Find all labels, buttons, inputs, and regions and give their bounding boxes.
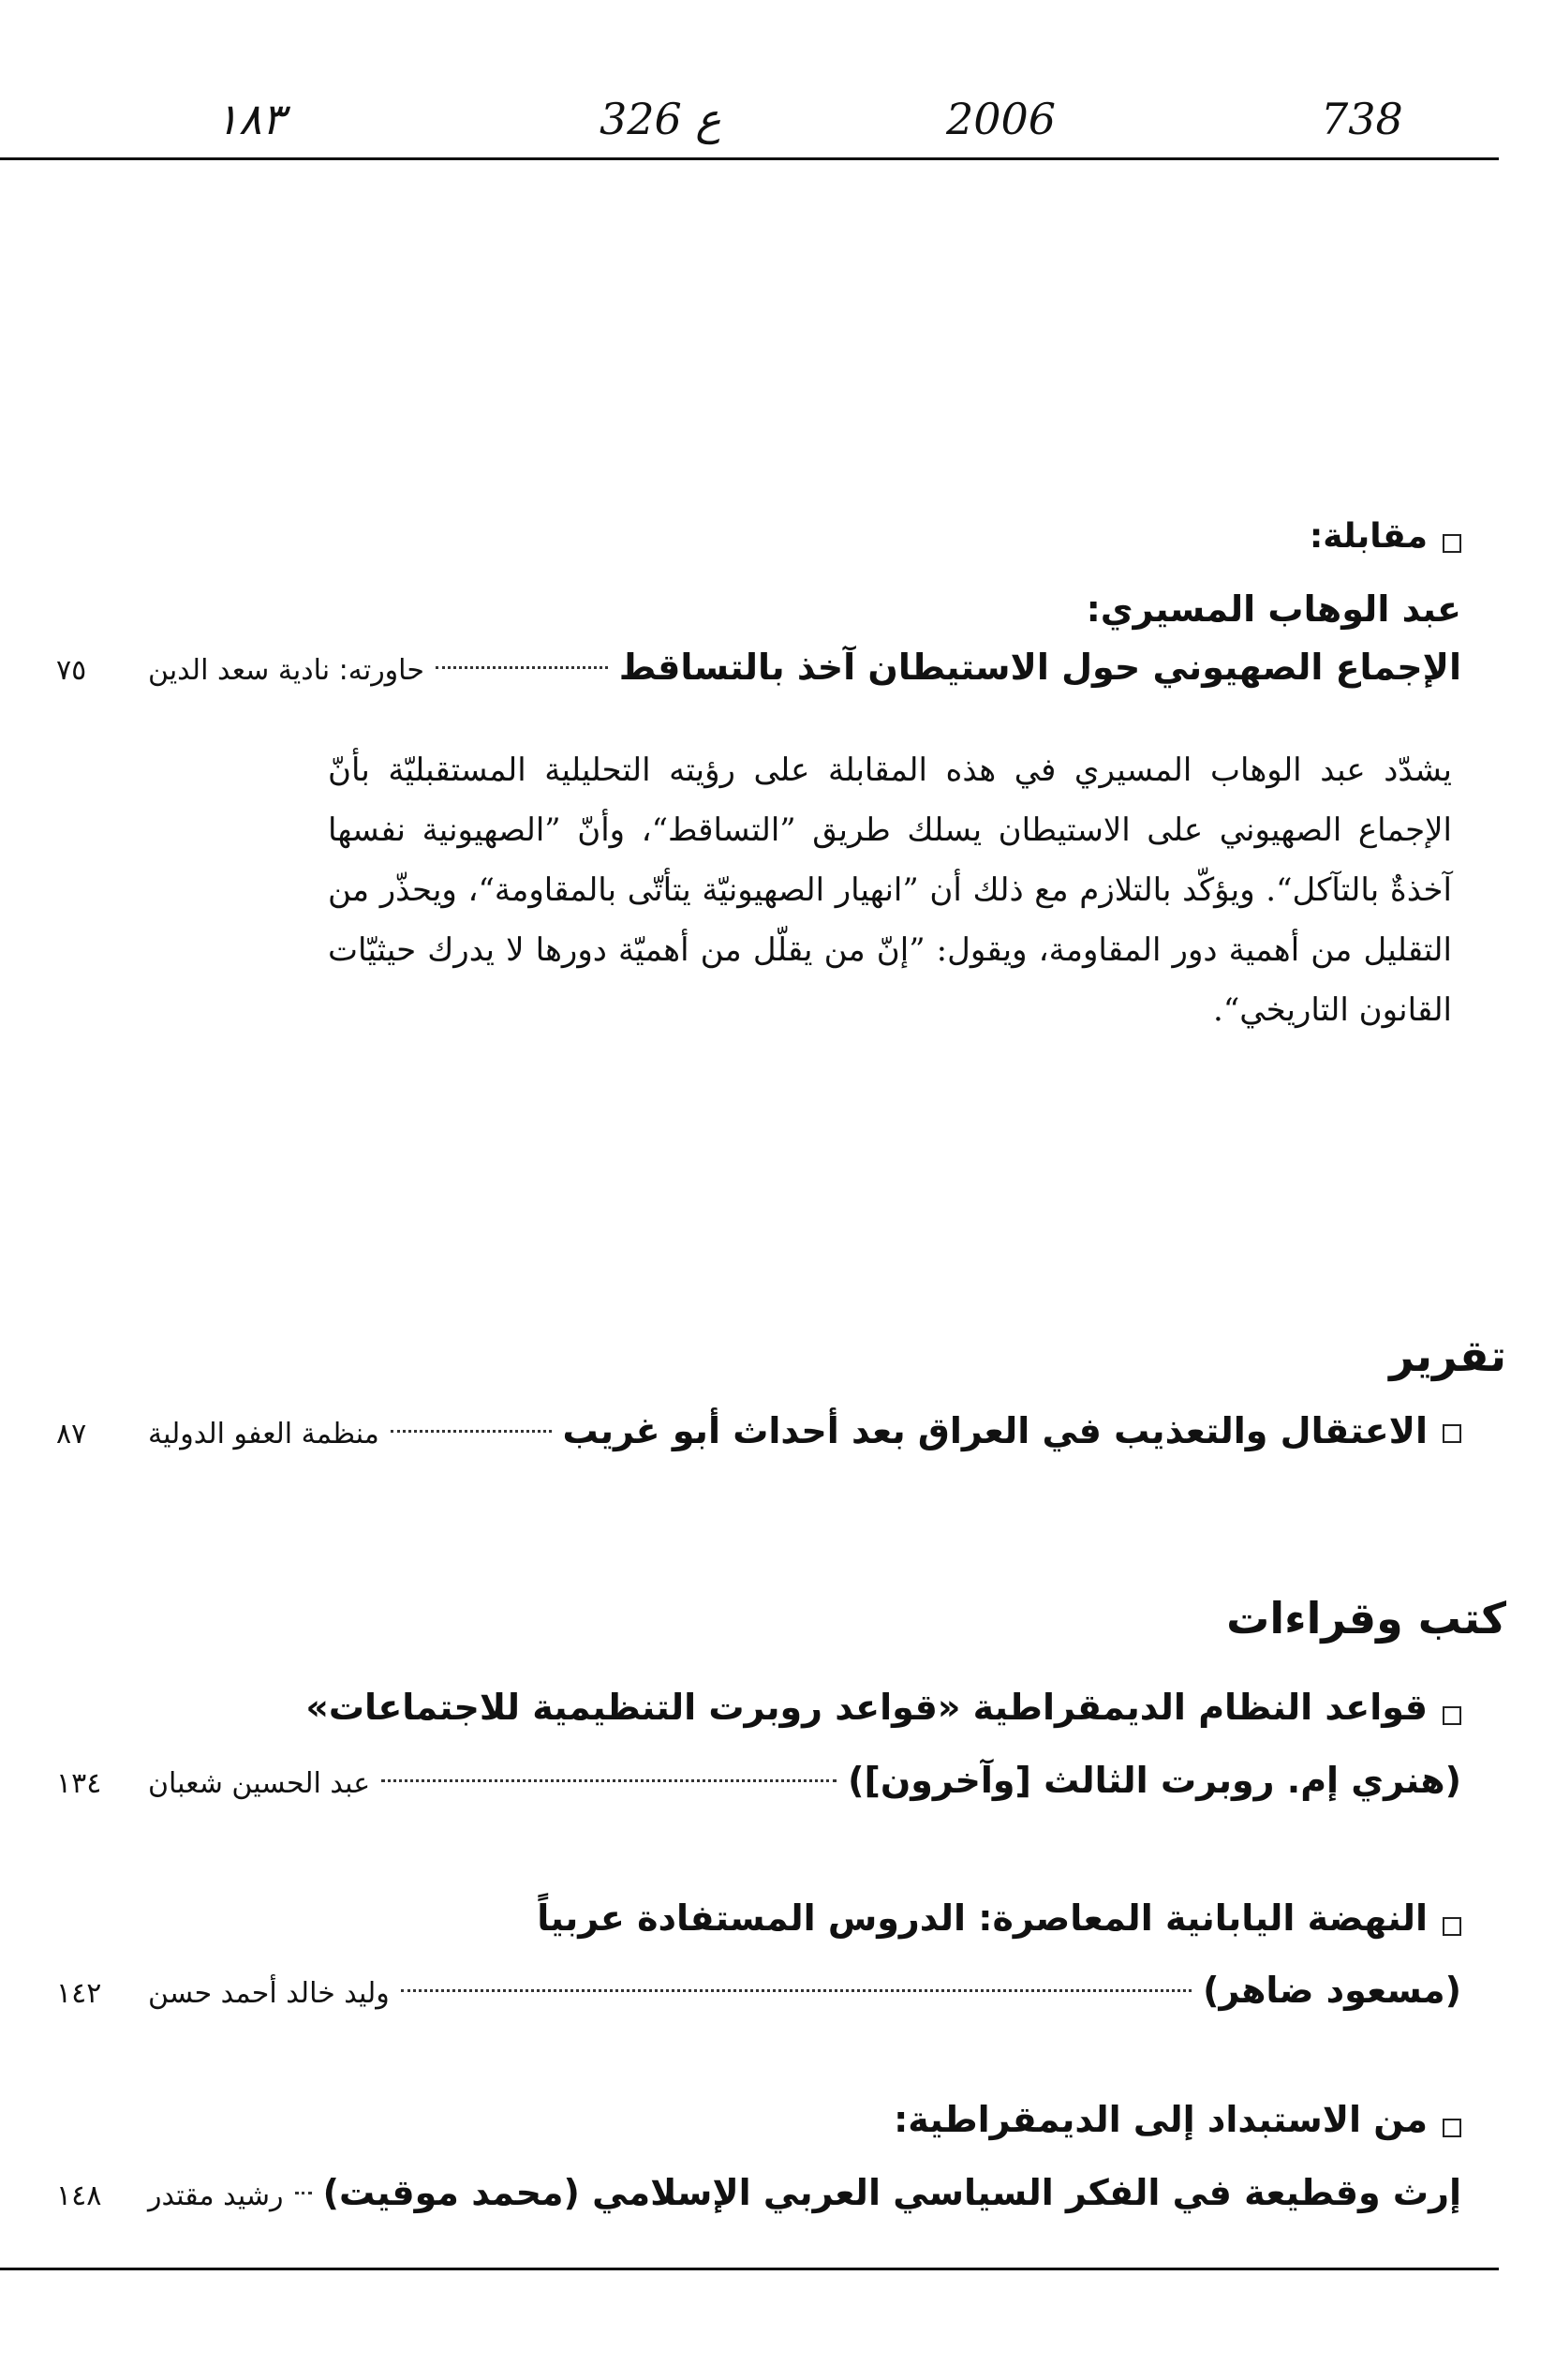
interview-page: ٧٥ [56,654,87,687]
book-2-line2: (مسعود ضاهر) [1203,1970,1461,2011]
report-title: الاعتقال والتعذيب في العراق بعد أحداث أبو غريب [562,1410,1428,1451]
book-1-author: عبد الحسين شعبان [148,1767,371,1800]
header-year: 2006 [946,94,1057,144]
header-code-1: ۱۸۳ [215,94,286,144]
book-2-entry[interactable] [56,1970,1461,2011]
report-page: ٨٧ [56,1418,87,1450]
leader-dots [401,1989,1192,1992]
checkbox-icon [1443,1917,1461,1936]
book-2-page: ١٤٢ [56,1977,102,2010]
book-1-line2: (هنري إم. روبرت الثالث [وآخرون]) [848,1760,1461,1801]
books-heading: كتب وقراءات [1226,1593,1506,1644]
book-3-line2: إرث وقطيعة في الفكر السياسي العربي الإسلامي (محمد موقيت) [322,2172,1461,2213]
book-2-author: وليد خالد أحمد حسن [148,1977,390,2010]
book-2-title: النهضة اليابانية المعاصرة: الدروس المستفادة عربياً [537,1897,1428,1939]
interview-abstract: يشدّد عبد الوهاب المسيري في هذه المقابلة على رؤيته التحليلية المستقبليّة بأنّ الإجماع الصهيوني على الاستيطان يسلك طريق ”التساقط“، وأنّ ”الصهيونية نفسها آخذةٌ بالتآكل“. ويؤكّد بالتلازم مع ذلك أن ”انهيار الصهيونيّة يتأتّى بالمقاومة“، ويحذّر من التقليل من أهمية دور المقاومة، ويقول: ”إنّ من يقلّل من أهميّة دورها لا يدرك حيثيّات القانون التاريخي“. [328,751,1452,1029]
leader-dots [295,2192,312,2194]
checkbox-icon [1443,1424,1461,1443]
leader-dots [381,1779,837,1782]
book-2-title-row[interactable] [537,1897,1461,1939]
top-rule [0,157,1499,160]
interview-title: الإجماع الصهيوني حول الاستيطان آخذ بالتساقط [618,647,1461,688]
book-1-entry[interactable] [56,1760,1461,1801]
book-3-author: رشيد مقتدر [148,2179,284,2212]
header-number: 738 [1321,94,1403,144]
interview-label: مقابلة: [1309,517,1428,556]
checkbox-icon [1443,1706,1461,1725]
interview-entry[interactable] [56,647,1461,688]
report-heading: تقرير [1389,1331,1506,1381]
bottom-rule [0,2268,1499,2270]
book-3-title: من الاستبداد إلى الديمقراطية: [894,2099,1428,2140]
book-1-title-row[interactable] [305,1687,1461,1728]
interview-label-row [1310,517,1461,556]
book-1-title: قواعد النظام الديمقراطية «قواعد روبرت التنظيمية للاجتماعات» [305,1687,1428,1728]
report-author: منظمة العفو الدولية [148,1418,379,1450]
book-3-entry[interactable] [56,2172,1461,2213]
report-entry[interactable] [56,1410,1461,1451]
book-3-title-row[interactable] [894,2099,1461,2140]
interview-author: حاورته: نادية سعد الدين [148,654,424,687]
interview-subject: عبد الوهاب المسيري: [1086,588,1461,630]
header-code-2: 326 ع [600,94,721,144]
leader-dots [436,666,608,669]
checkbox-icon [1443,2119,1461,2137]
book-3-page: ١٤٨ [56,2179,102,2212]
leader-dots [391,1430,552,1433]
book-1-page: ١٣٤ [56,1767,102,1800]
checkbox-icon [1443,534,1461,553]
